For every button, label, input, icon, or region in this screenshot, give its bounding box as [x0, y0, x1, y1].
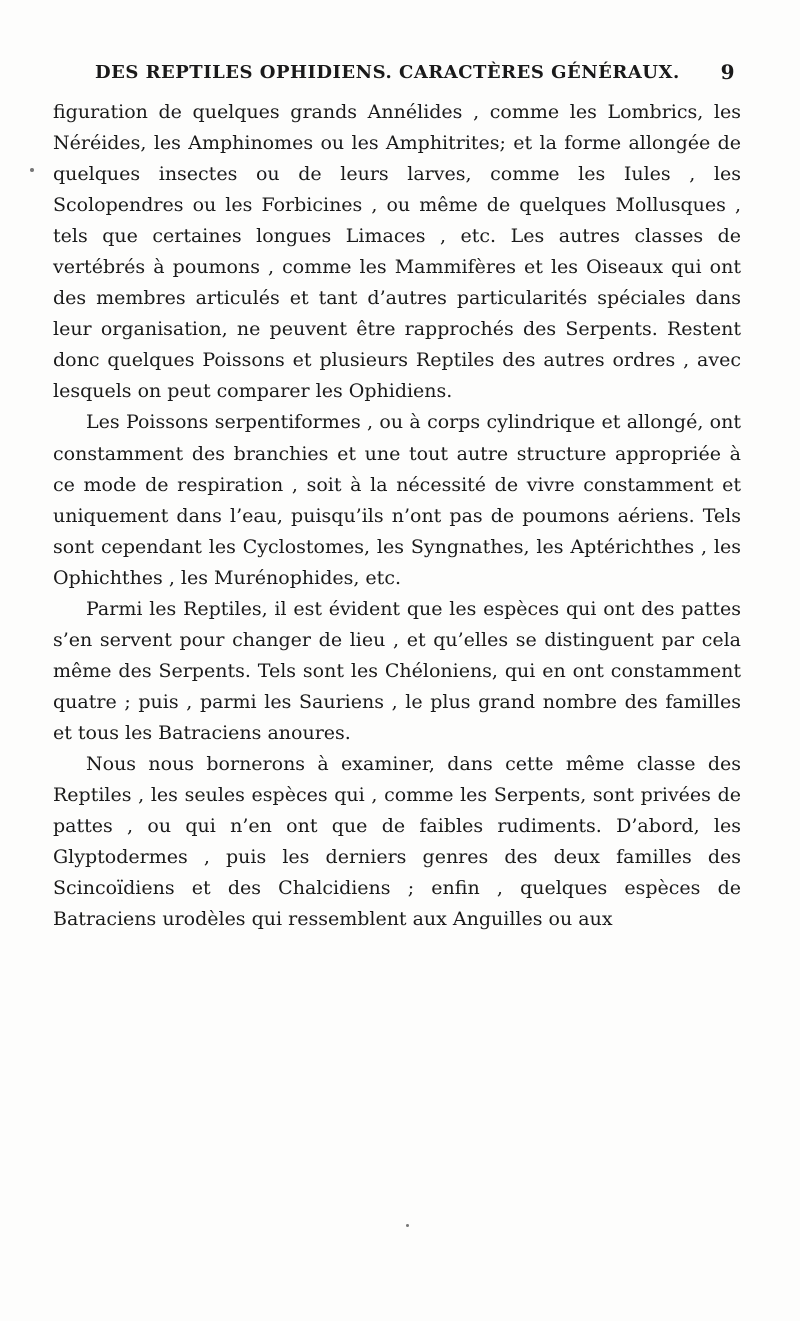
- running-header: [95, 62, 735, 90]
- ink-speck: [406, 1224, 409, 1227]
- page-number: 9: [720, 60, 735, 84]
- running-title: DES REPTILES OPHIDIENS. CARACTÈRES GÉNÉRAUX.: [95, 62, 680, 83]
- paragraph-4: Nous nous bornerons à examiner, dans cette même classe des Reptiles , les seules espèces qui , comme les Serpents, sont privées de pattes , ou qui n’en ont que de faibles rudiments. D’abord, les Glyptodermes , puis les derniers genres des deux familles des Scincoïdiens et des Chalcidiens ; enfin , quelques espèces de Batraciens urodèles qui ressemblent aux Anguilles ou aux: [53, 752, 741, 931]
- paragraph-3: Parmi les Reptiles, il est évident que les espèces qui ont des pattes s’en servent pour changer de lieu , et qu’elles se distinguent par cela même des Serpents. Tels sont les Chéloniens, qui en ont constamment quatre ; puis , parmi les Sauriens , le plus grand nombre des familles et tous les Batraciens anoures.: [53, 597, 741, 744]
- paragraph-1: figuration de quelques grands Annélides , comme les Lombrics, les Néréides, les Amphinomes ou les Amphitrites; et la forme allongée de quelques insectes ou de leurs larves, comme les Iules , les Scolopendres ou les Forbicines , ou même de quelques Mollusques , tels que certaines longues Limaces , etc. Les autres classes de vertébrés à poumons , comme les Mammifères et les Oiseaux qui ont des membres articulés et tant d’autres particularités spéciales dans leur organisation, ne peuvent être rapprochés des Serpents. Restent donc quelques Poissons et plusieurs Reptiles des autres ordres , avec lesquels on peut comparer les Ophidiens.: [53, 101, 741, 403]
- paragraph-2: Les Poissons serpentiformes , ou à corps cylindrique et allongé, ont constamment des branchies et une tout autre structure appropriée à ce mode de respiration , soit à la nécessité de vivre constamment et uniquement dans l’eau, puisqu’ils n’ont pas de poumons aériens. Tels sont cependant les Cyclostomes, les Syngnathes, les Aptérichthes , les Ophichthes , les Murénophides, etc.: [53, 411, 741, 589]
- body-text: [53, 97, 741, 935]
- margin-speck: [30, 168, 34, 172]
